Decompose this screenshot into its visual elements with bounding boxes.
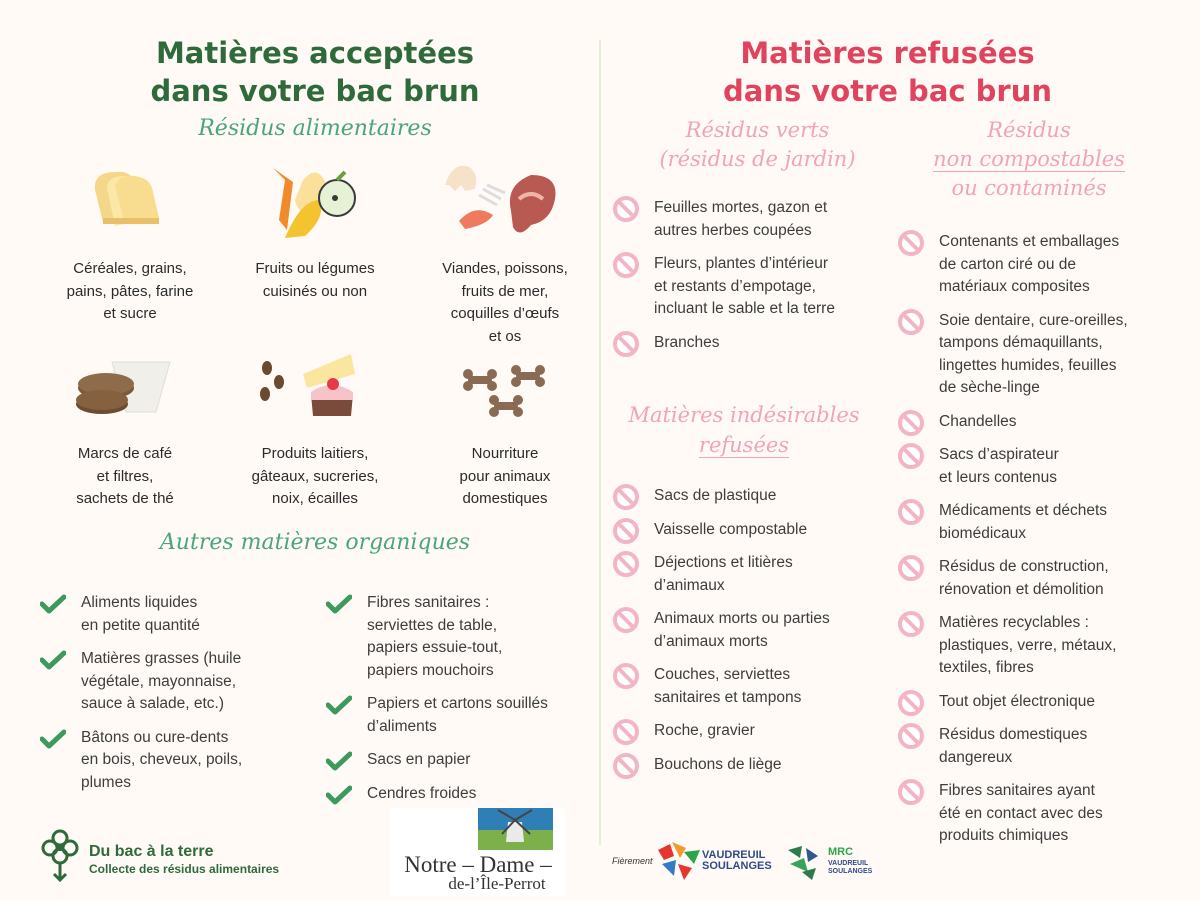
refused-noncompost-text: Contenants et emballages de carton ciré ou de matériaux composites (939, 233, 1120, 295)
refused-noncompost-item (897, 310, 1128, 400)
prohibited-icon (897, 554, 925, 582)
partner2-name-line2: SOULANGES (828, 868, 873, 875)
refused-noncompost-text: Fibres sanitaires ayant été en contact avec des produits chimiques (939, 782, 1103, 844)
bread-icon (85, 160, 175, 235)
refused-noncompost-item (897, 612, 1116, 680)
mrc-logo-icon (786, 842, 826, 882)
accepted-other-text: Bâtons ou cure-dents en bois, cheveux, poils, plumes (81, 728, 243, 791)
food-label-cereals: Céréales, grains, pains, pâtes, farine et sucre (66, 260, 194, 322)
other-organic-heading: Autres matières organiques (159, 530, 471, 555)
accepted-other-text: Sacs en papier (367, 751, 471, 768)
refused-undesirable-text: Déjections et litières d’animaux (654, 554, 793, 594)
refused-green-item (612, 253, 835, 321)
refused-noncompost-text: Soie dentaire, cure-oreilles, tampons démaquillants, lingettes humides, feuilles de sèche-linge (939, 311, 1128, 396)
prohibited-icon (897, 409, 925, 437)
check-icon (326, 594, 352, 614)
prohibited-icon (612, 718, 640, 746)
refused-noncompost-item (897, 780, 1103, 848)
prohibited-icon (897, 498, 925, 526)
refused-title (600, 34, 1175, 110)
refused-undesirable-item (612, 552, 793, 597)
green-residue-heading (620, 116, 895, 174)
pet-food-icon (460, 362, 560, 422)
partner2-mark: MRC (828, 846, 854, 858)
municipality-logo (390, 808, 565, 896)
prohibited-icon (612, 195, 640, 223)
refused-noncompost-text: Matières recyclables : plastiques, verre, métaux, textiles, fibres (939, 614, 1117, 676)
food-label-dairy: Produits laitiers, gâteaux, sucreries, noix, écailles (251, 445, 379, 507)
refused-noncompost-text: Tout objet électronique (939, 692, 1095, 710)
refused-noncompost-item (897, 691, 1095, 717)
prohibited-icon (612, 251, 640, 279)
refused-noncompost-item (897, 724, 1087, 769)
check-icon (326, 751, 352, 771)
du-bac-a-la-terre-logo-icon (40, 828, 80, 884)
refused-undesirable-item (612, 608, 830, 653)
accepted-other-item (326, 693, 548, 738)
refused-noncompost-item (897, 411, 1017, 437)
prohibited-icon (897, 442, 925, 470)
check-icon (326, 785, 352, 805)
brand-title: Du bac à la terre (89, 843, 214, 860)
partner-prefix: Fièrement (612, 856, 653, 866)
prohibited-icon (897, 778, 925, 806)
refused-noncompost-item (897, 231, 1119, 299)
refused-noncompost-item (897, 556, 1109, 601)
refused-undesirable-item (612, 485, 776, 511)
food-residue-heading: Résidus alimentaires (198, 116, 432, 141)
check-icon (40, 729, 66, 749)
noncompost-heading-line2: non compostables (933, 147, 1125, 171)
accepted-other-item (40, 727, 242, 795)
green-residue-heading-line1: Résidus verts (685, 118, 830, 142)
refused-noncompost-text: Résidus de construction, rénovation et démolition (939, 558, 1109, 598)
prohibited-icon (612, 606, 640, 634)
fruits-vegetables-icon (265, 160, 365, 240)
refused-undesirable-text: Vaisselle compostable (654, 520, 808, 538)
municipality-name-line1: Notre – Dame – (404, 852, 552, 877)
refused-noncompost-item (897, 444, 1059, 489)
refused-green-item (612, 197, 827, 242)
refused-undesirable-item (612, 720, 755, 746)
refused-noncompost-text: Sacs d’aspirateur et leurs contenus (939, 446, 1059, 486)
noncompost-heading-line1: Résidus (987, 118, 1071, 142)
green-residue-heading-line2: (résidus de jardin) (659, 147, 856, 171)
noncompost-heading (885, 116, 1173, 203)
noncompost-heading-line3: ou contaminés (951, 176, 1107, 200)
refused-undesirable-text: Animaux morts ou parties d’animaux morts (654, 610, 830, 650)
check-icon (326, 695, 352, 715)
meat-fish-eggshell-icon (435, 155, 570, 245)
accepted-title-line2: dans votre bac brun (150, 74, 480, 108)
refused-undesirable-item (612, 664, 801, 709)
accepted-other-text: Matières grasses (huile végétale, mayonnaise, sauce à salade, etc.) (81, 650, 242, 712)
prohibited-icon (612, 752, 640, 780)
partner2-name-line1: VAUDREUIL (828, 860, 869, 867)
partner1-name-line1: VAUDREUIL (702, 849, 766, 861)
partner1-name-line2: SOULANGES (702, 860, 772, 872)
refused-undesirable-item (612, 754, 782, 780)
refused-section (600, 0, 1200, 900)
accepted-other-item (326, 749, 470, 772)
accepted-other-text: Aliments liquides en petite quantité (81, 594, 200, 634)
windmill-icon (478, 808, 553, 850)
food-label-meat: Viandes, poissons, fruits de mer, coquilles d’œufs et os (442, 260, 568, 345)
refused-undesirable-text: Couches, serviettes sanitaires et tampons (654, 666, 802, 706)
check-icon (40, 650, 66, 670)
prohibited-icon (897, 308, 925, 336)
refused-noncompost-text: Chandelles (939, 412, 1017, 430)
refused-green-text: Fleurs, plantes d’intérieur et restants d’empotage, incluant le sable et la terre (654, 255, 835, 317)
undesirable-heading-line2: refusées (698, 433, 790, 457)
accepted-other-item (326, 783, 476, 806)
accepted-other-item (40, 592, 200, 637)
accepted-title (0, 34, 630, 110)
refused-undesirable-text: Sacs de plastique (654, 487, 777, 504)
refused-green-text: Feuilles mortes, gazon et autres herbes coupées (654, 199, 828, 239)
dairy-cake-icon (255, 342, 365, 422)
refused-noncompost-text: Médicaments et déchets biomédicaux (939, 502, 1108, 542)
refused-noncompost-item (897, 500, 1107, 545)
prohibited-icon (897, 610, 925, 638)
refused-noncompost-text: Résidus domestiques dangereux (939, 726, 1088, 766)
refused-title-line2: dans votre bac brun (722, 74, 1053, 108)
food-label-pet-food: Nourriture pour animaux domestiques (459, 445, 551, 507)
accepted-other-text: Papiers et cartons souillés d’aliments (367, 695, 548, 735)
prohibited-icon (612, 483, 640, 511)
prohibited-icon (612, 517, 640, 545)
refused-title-line1: Matières refusées (740, 36, 1035, 70)
refused-green-text: Branches (654, 333, 720, 351)
accepted-other-text: Cendres froides (367, 784, 477, 802)
partner1-name (702, 850, 772, 872)
prohibited-icon (897, 689, 925, 717)
vaudreuil-soulanges-logo-icon (656, 840, 702, 882)
prohibited-icon (612, 550, 640, 578)
partner2-name (828, 860, 872, 876)
municipality-name-line2: de-l’Île-Perrot (448, 874, 546, 893)
accepted-other-item (326, 592, 502, 682)
accepted-other-item (40, 648, 241, 716)
brand-subtitle: Collecte des résidus alimentaires (89, 862, 280, 876)
prohibited-icon (897, 229, 925, 257)
prohibited-icon (612, 662, 640, 690)
accepted-other-text: Fibres sanitaires : serviettes de table, papiers essuie-tout, papiers mouchoirs (367, 594, 503, 679)
prohibited-icon (897, 722, 925, 750)
refused-undesirable-text: Bouchons de liège (654, 755, 782, 773)
refused-undesirable-item (612, 519, 807, 545)
food-label-fruits: Fruits ou légumes cuisinés ou non (255, 260, 375, 300)
food-label-coffee: Marcs de café et filtres, sachets de thé (76, 445, 174, 507)
refused-green-item (612, 332, 719, 358)
undesirable-heading (605, 400, 883, 460)
prohibited-icon (612, 330, 640, 358)
check-icon (40, 594, 66, 614)
refused-undesirable-text: Roche, gravier (654, 722, 755, 739)
accepted-title-line1: Matières acceptées (155, 36, 475, 70)
coffee-filter-icon (72, 352, 172, 422)
undesirable-heading-line1: Matières indésirables (628, 403, 860, 427)
